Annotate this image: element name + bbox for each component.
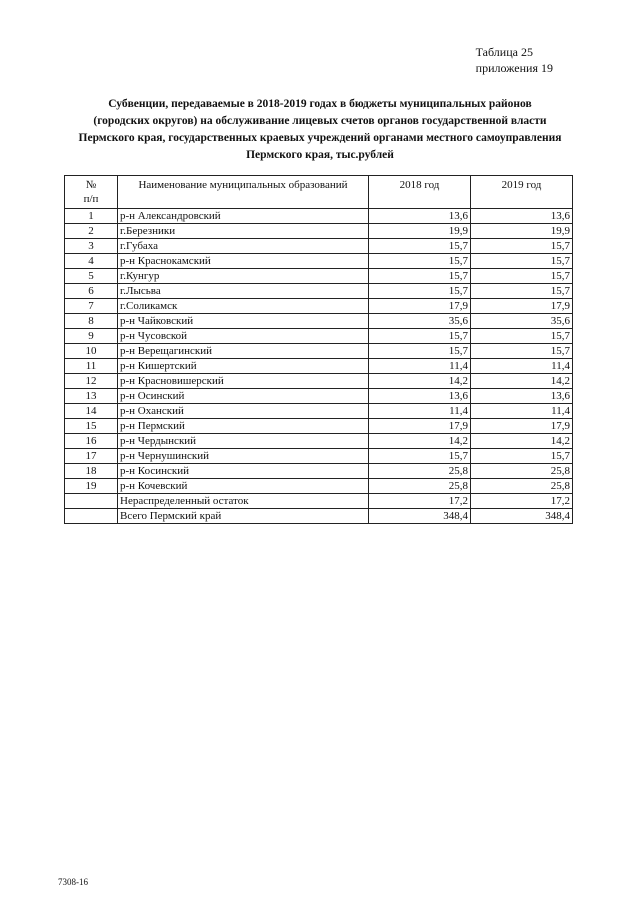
table-row — [65, 329, 573, 344]
document-code: 7308-16 — [58, 877, 88, 887]
table-reference — [476, 44, 553, 76]
table-row — [65, 284, 573, 299]
row-value-2018: 15,7 — [369, 284, 471, 299]
row-number: 12 — [65, 374, 118, 389]
row-value-2018: 14,2 — [369, 434, 471, 449]
row-number — [65, 494, 118, 509]
row-number: 8 — [65, 314, 118, 329]
table-row — [65, 494, 573, 509]
row-value-2018: 11,4 — [369, 359, 471, 374]
row-value-2019: 13,6 — [471, 389, 573, 404]
row-number — [65, 509, 118, 524]
appendix-number: приложения 19 — [475, 61, 553, 75]
table-body — [65, 209, 573, 524]
table-row — [65, 269, 573, 284]
row-name: р-н Александровский — [118, 209, 369, 224]
row-name: р-н Косинский — [118, 464, 369, 479]
row-value-2019: 11,4 — [471, 359, 573, 374]
row-value-2019: 25,8 — [471, 464, 573, 479]
row-number: 11 — [65, 359, 118, 374]
row-number: 3 — [65, 239, 118, 254]
row-value-2018: 15,7 — [369, 239, 471, 254]
row-value-2019: 17,2 — [471, 494, 573, 509]
row-name: р-н Чердынский — [118, 434, 369, 449]
row-value-2018: 25,8 — [369, 464, 471, 479]
row-value-2019: 13,6 — [471, 209, 573, 224]
table-row — [65, 479, 573, 494]
row-name: р-н Краснокамский — [118, 254, 369, 269]
table-row — [65, 389, 573, 404]
row-value-2019: 15,7 — [471, 344, 573, 359]
row-value-2019: 15,7 — [471, 449, 573, 464]
row-name: г.Губаха — [118, 239, 369, 254]
row-number: 5 — [65, 269, 118, 284]
row-name: р-н Осинский — [118, 389, 369, 404]
row-name: р-н Кишертский — [118, 359, 369, 374]
row-name: г.Соликамск — [118, 299, 369, 314]
table-row — [65, 464, 573, 479]
table-row — [65, 254, 573, 269]
row-number: 18 — [65, 464, 118, 479]
title-line: Субвенции, передаваемые в 2018-2019 годах в бюджеты муниципальных районов — [108, 98, 532, 110]
row-name: р-н Чернушинский — [118, 449, 369, 464]
table-row — [65, 299, 573, 314]
row-number: 16 — [65, 434, 118, 449]
table-row — [65, 449, 573, 464]
column-header-2019: 2019 год — [471, 176, 573, 209]
row-value-2019: 14,2 — [471, 374, 573, 389]
row-value-2019: 15,7 — [471, 254, 573, 269]
row-number: 7 — [65, 299, 118, 314]
row-value-2019: 17,9 — [471, 419, 573, 434]
row-value-2018: 15,7 — [369, 344, 471, 359]
row-value-2019: 15,7 — [471, 329, 573, 344]
row-number: 14 — [65, 404, 118, 419]
column-header-number-line: № — [85, 179, 97, 191]
table-row — [65, 509, 573, 524]
row-name: р-н Чусовской — [118, 329, 369, 344]
row-value-2018: 13,6 — [369, 389, 471, 404]
row-value-2019: 15,7 — [471, 269, 573, 284]
row-value-2019: 11,4 — [471, 404, 573, 419]
row-number: 19 — [65, 479, 118, 494]
subsidy-table — [64, 175, 573, 524]
row-value-2018: 13,6 — [369, 209, 471, 224]
row-value-2018: 25,8 — [369, 479, 471, 494]
title-line: Пермского края, тыс.рублей — [246, 149, 394, 161]
row-value-2018: 15,7 — [369, 254, 471, 269]
table-header-row — [65, 176, 573, 209]
column-header-number-line: п/п — [83, 193, 99, 205]
table-row — [65, 314, 573, 329]
row-name: р-н Кочевский — [118, 479, 369, 494]
row-number: 9 — [65, 329, 118, 344]
row-name: Нераспределенный остаток — [118, 494, 369, 509]
row-value-2019: 17,9 — [471, 299, 573, 314]
row-name: г.Лысьва — [118, 284, 369, 299]
column-header-name: Наименование муниципальных образований — [118, 176, 369, 209]
row-value-2018: 11,4 — [369, 404, 471, 419]
table-row — [65, 209, 573, 224]
row-number: 17 — [65, 449, 118, 464]
row-number: 10 — [65, 344, 118, 359]
row-value-2019: 35,6 — [471, 314, 573, 329]
table-row — [65, 404, 573, 419]
table-row — [65, 434, 573, 449]
row-value-2018: 17,9 — [369, 419, 471, 434]
table-row — [65, 374, 573, 389]
row-value-2018: 348,4 — [369, 509, 471, 524]
row-value-2018: 14,2 — [369, 374, 471, 389]
row-name: р-н Пермский — [118, 419, 369, 434]
row-value-2018: 17,2 — [369, 494, 471, 509]
row-number: 13 — [65, 389, 118, 404]
row-name: р-н Красновишерский — [118, 374, 369, 389]
row-value-2019: 15,7 — [471, 284, 573, 299]
document-title — [60, 96, 580, 164]
row-value-2018: 15,7 — [369, 449, 471, 464]
table-row — [65, 239, 573, 254]
row-value-2018: 17,9 — [369, 299, 471, 314]
row-value-2019: 25,8 — [471, 479, 573, 494]
row-number: 1 — [65, 209, 118, 224]
row-value-2019: 19,9 — [471, 224, 573, 239]
row-value-2018: 35,6 — [369, 314, 471, 329]
row-name: Всего Пермский край — [118, 509, 369, 524]
row-number: 6 — [65, 284, 118, 299]
title-line: Пермского края, государственных краевых учреждений органами местного самоуправления — [78, 132, 562, 144]
row-name: р-н Верещагинский — [118, 344, 369, 359]
table-row — [65, 224, 573, 239]
row-value-2018: 15,7 — [369, 269, 471, 284]
table-number: Таблица 25 — [475, 45, 533, 59]
table-row — [65, 359, 573, 374]
row-value-2019: 14,2 — [471, 434, 573, 449]
title-line: (городских округов) на обслуживание лицевых счетов органов государственной власти — [93, 115, 547, 127]
row-name: г.Березники — [118, 224, 369, 239]
row-value-2019: 15,7 — [471, 239, 573, 254]
row-value-2018: 19,9 — [369, 224, 471, 239]
row-value-2018: 15,7 — [369, 329, 471, 344]
table-row — [65, 419, 573, 434]
row-name: р-н Чайковский — [118, 314, 369, 329]
column-header-2018: 2018 год — [369, 176, 471, 209]
table-row — [65, 344, 573, 359]
row-number: 15 — [65, 419, 118, 434]
row-name: р-н Оханский — [118, 404, 369, 419]
row-number: 4 — [65, 254, 118, 269]
row-value-2019: 348,4 — [471, 509, 573, 524]
row-number: 2 — [65, 224, 118, 239]
column-header-number — [65, 176, 118, 209]
row-name: г.Кунгур — [118, 269, 369, 284]
